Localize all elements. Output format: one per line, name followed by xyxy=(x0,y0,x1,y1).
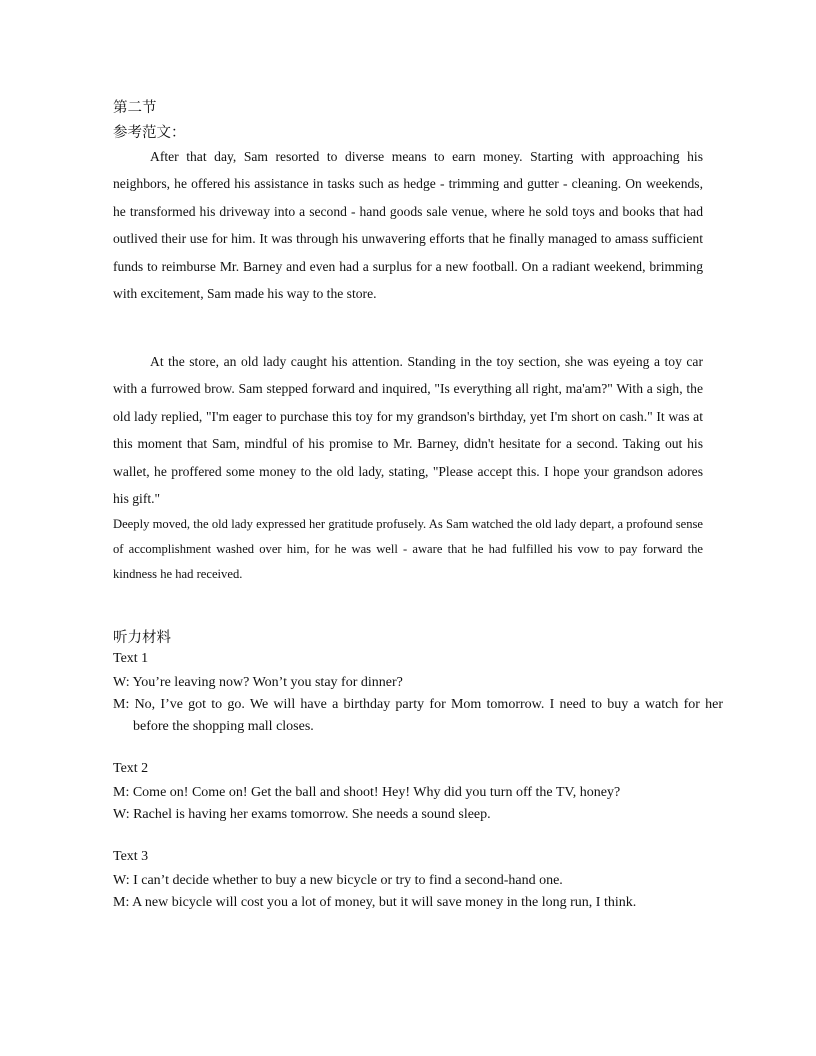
dialogue-line: W: I can’t decide whether to buy a new bicycle or try to find a second-hand one. xyxy=(113,873,563,888)
essay-paragraph-2: At the store, an old lady caught his attention. Standing in the toy section, she was eyeing a toy car with a furrowed brow. Sam stepped forward and inquired, "Is everything all right, ma'am?" With a sigh, the old lady replied, "I'm eager to purchase this toy for my grandson's birthday, yet I'm short on cash." It was at this moment that Sam, mindful of his promise to Mr. Barney, didn't hesitate for a second. Taking out his wallet, he proffered some money to the old lady, stating, "Please accept this. I hope your grandson adores his gift." xyxy=(113,354,703,507)
text-label: Text 1 xyxy=(113,651,149,666)
essay-paragraph-2-continued: Deeply moved, the old lady expressed her gratitude profusely. As Sam watched the old lady depart, a profound sense of accomplishment washed over him, for he was well - aware that he had fulfilled his vow to pay forward the kindness he had received. xyxy=(113,517,703,581)
section-heading: 第二节 xyxy=(113,100,157,116)
text-label: Text 3 xyxy=(113,849,149,864)
text-label: Text 2 xyxy=(113,761,149,776)
essay-paragraph-1: After that day, Sam resorted to diverse means to earn money. Starting with approaching his neighbors, he offered his assistance in tasks such as hedge - trimming and gutter - cleaning. On weekends, he transformed his driveway into a second - hand goods sale venue, where he sold toys and books that had outlived their use for him. It was through his unwavering efforts that he finally managed to amass sufficient funds to reimburse Mr. Barney and even had a surplus for a new football. On a radiant weekend, brimming with excitement, Sam made his way to the store. xyxy=(113,149,703,302)
sample-essay-label: 参考范文： xyxy=(113,125,186,141)
listening-heading: 听力材料 xyxy=(113,630,171,646)
dialogue-line: W: Rachel is having her exams tomorrow. She needs a sound sleep. xyxy=(113,807,491,822)
dialogue-line: W: You’re leaving now? Won’t you stay for dinner? xyxy=(113,675,403,690)
dialogue-line: M: Come on! Come on! Get the ball and shoot! Hey! Why did you turn off the TV, honey? xyxy=(113,785,621,800)
dialogue-line: M: A new bicycle will cost you a lot of money, but it will save money in the long run, I think. xyxy=(113,895,637,910)
dialogue-line: M: No, I’ve got to go. We will have a birthday party for Mom tomorrow. I need to buy a watch for her before the shopping mall closes. xyxy=(113,697,723,734)
